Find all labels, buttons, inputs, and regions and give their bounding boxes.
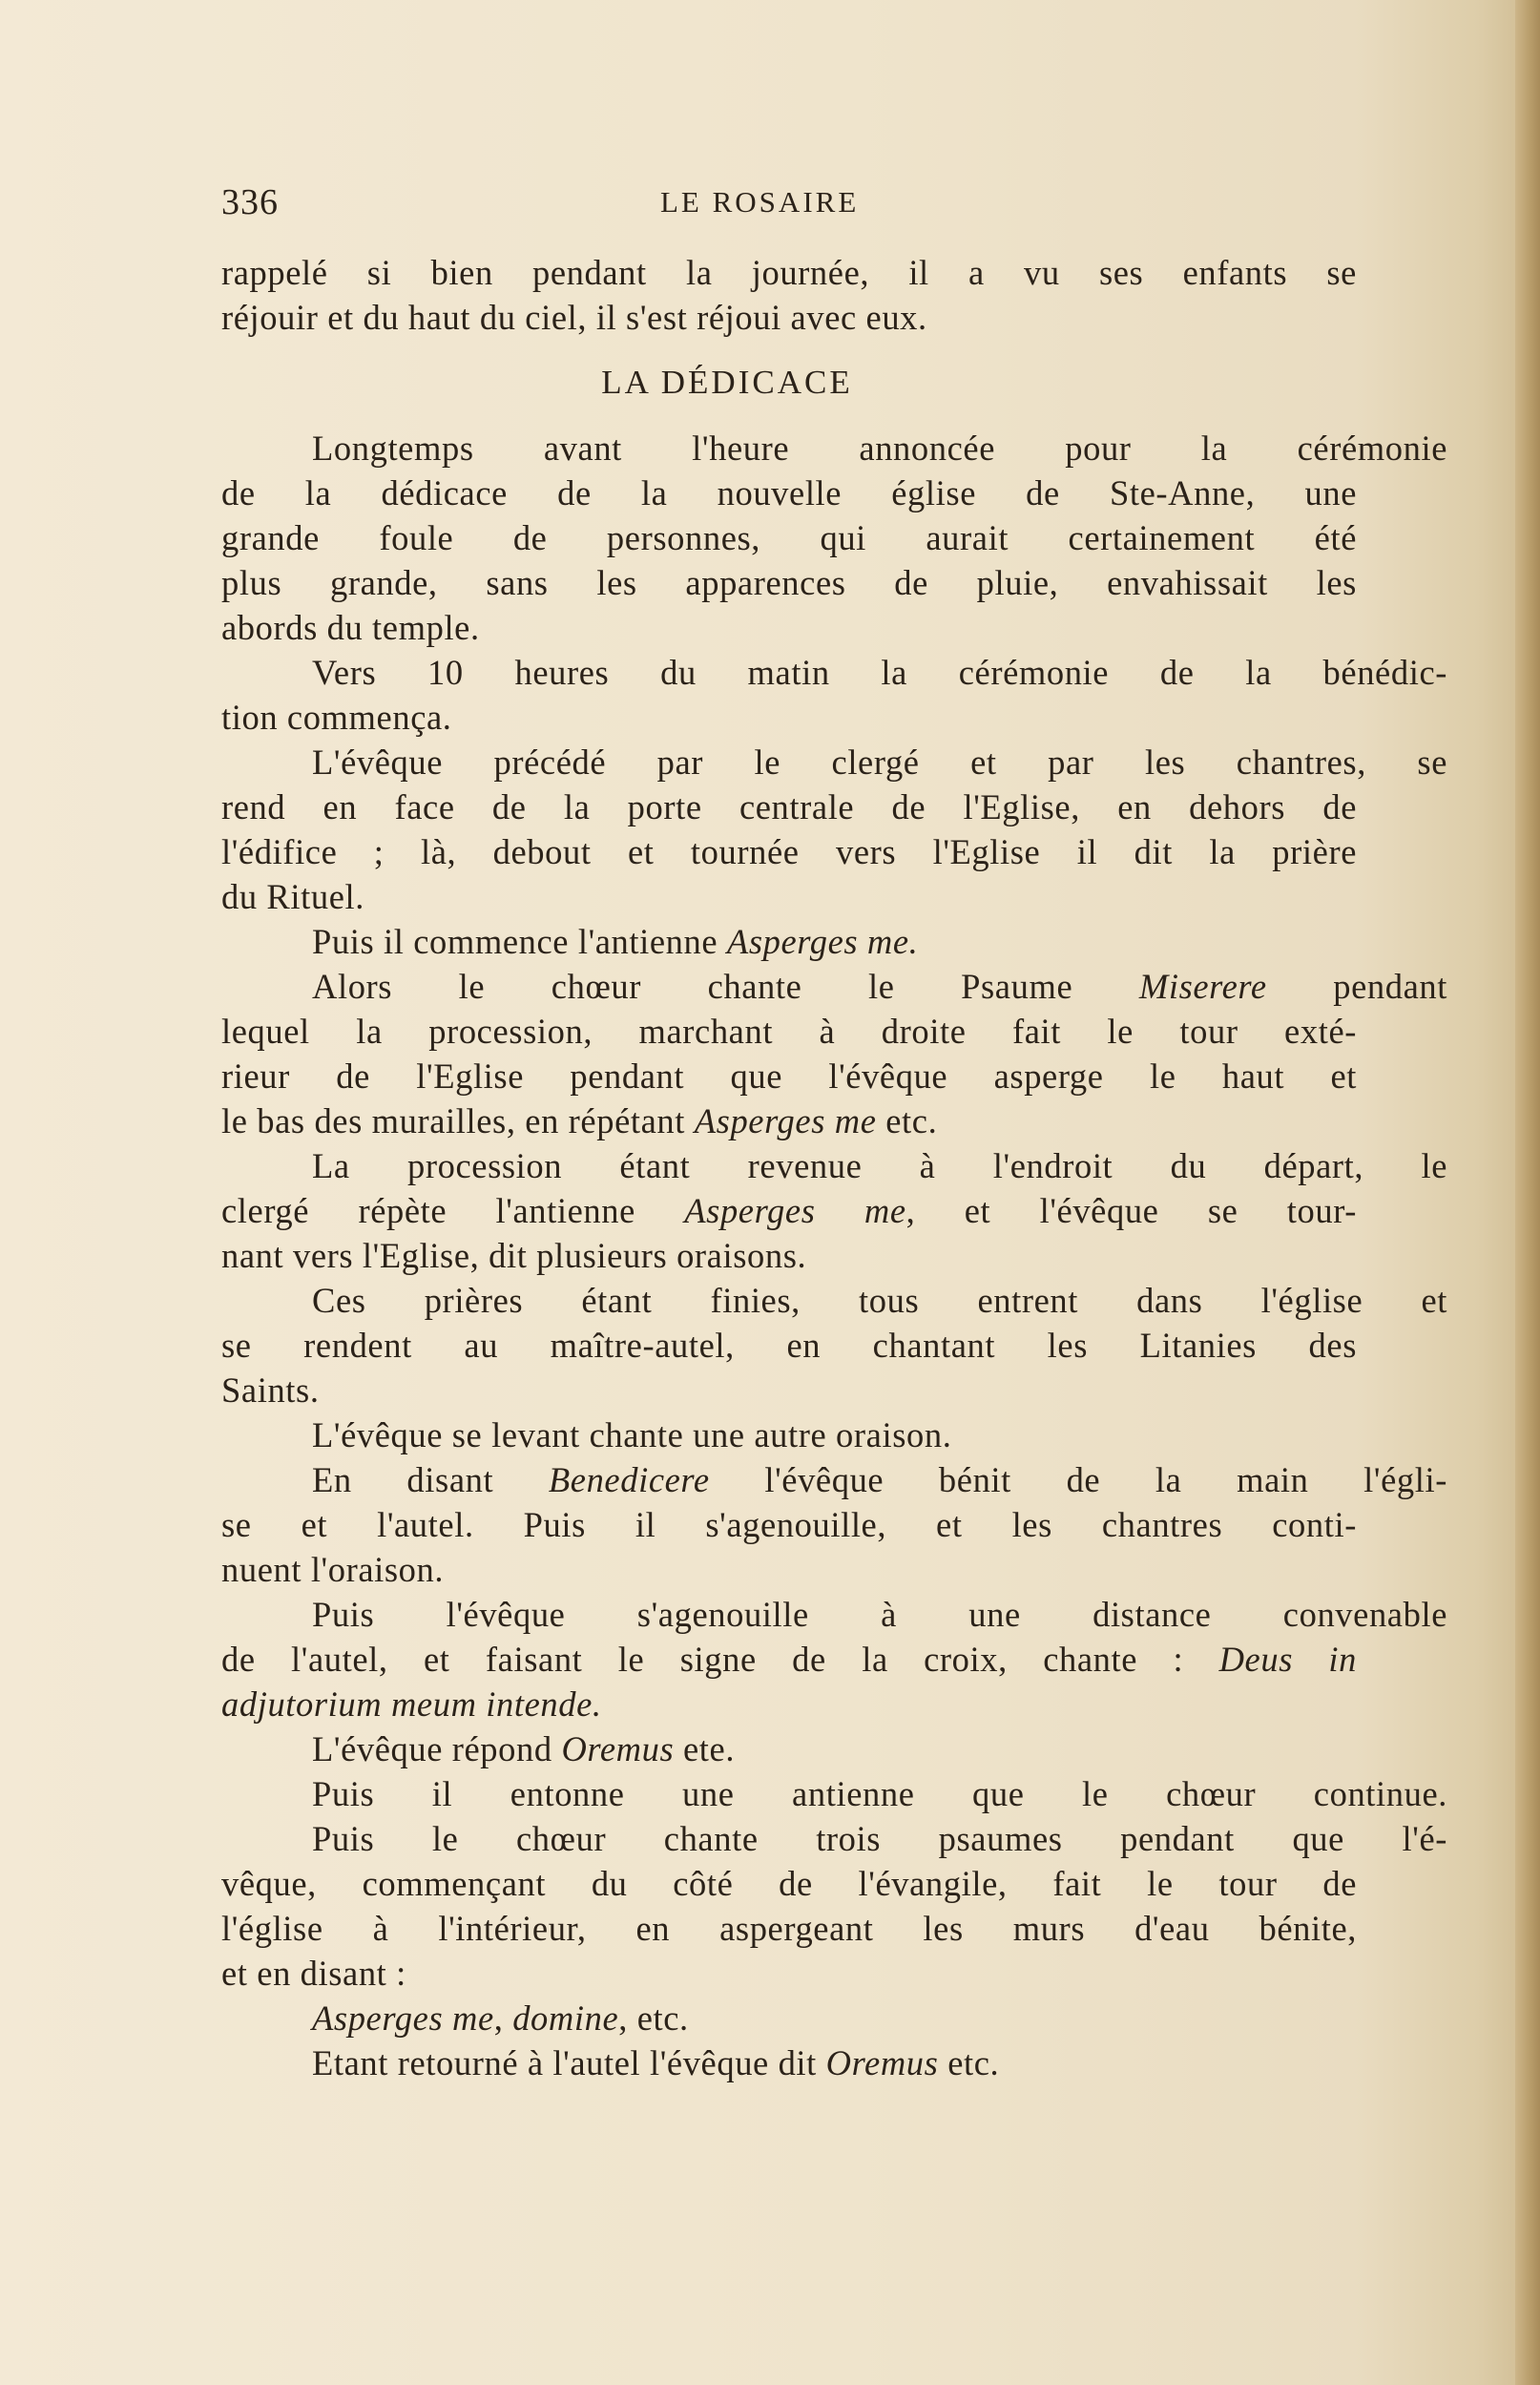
italic-run: Asperges me <box>684 1191 906 1230</box>
text-run: etc. <box>876 1101 938 1140</box>
text-run: En disant <box>312 1460 549 1499</box>
text-line: rend en face de la porte centrale de l'Eglise, en dehors de <box>221 787 1357 826</box>
text-line: et en disant : <box>221 1954 406 1993</box>
text-line: réjouir et du haut du ciel, il s'est réjoui avec eux. <box>221 298 927 337</box>
text-run: Puis il commence l'antienne <box>312 922 727 961</box>
text-line: plus grande, sans les apparences de pluie, envahissait les <box>221 563 1357 602</box>
text-line <box>221 1457 1447 1502</box>
italic-run: Oremus <box>825 2043 939 2082</box>
text-line <box>221 1996 1357 2040</box>
text-line <box>221 2040 1357 2085</box>
text-run: Alors le chœur chante le Psaume <box>312 967 1139 1006</box>
text-line: rieur de l'Eglise pendant que l'évêque asperge le haut et <box>221 1057 1357 1096</box>
text-line: de la dédicace de la nouvelle église de Ste-Anne, une <box>221 473 1357 513</box>
italic-run: Asperges me <box>312 1998 494 2038</box>
italic-run: Oremus <box>561 1729 675 1768</box>
text-line: lequel la procession, marchant à droite fait le tour exté- <box>221 1012 1357 1051</box>
text-line: rappelé si bien pendant la journée, il a vu ses enfants se <box>221 253 1357 292</box>
text-line: Saints. <box>221 1370 320 1410</box>
text-line: abords du temple. <box>221 608 480 647</box>
text-run: L'évêque répond <box>312 1729 562 1768</box>
text-line <box>221 1098 1357 1143</box>
text-line: vêque, commençant du côté de l'évangile, fait le tour de <box>221 1864 1357 1903</box>
italic-run: Miserere <box>1138 967 1267 1006</box>
text-line: se rendent au maître-autel, en chantant les Litanies des <box>221 1326 1357 1365</box>
text-line: tion commença. <box>221 698 452 737</box>
text-run: , etc. <box>618 1998 689 2038</box>
text-line <box>221 1637 1357 1682</box>
text-line <box>221 1726 1357 1771</box>
body-text <box>221 250 1448 2085</box>
text-line: Longtemps avant l'heure annoncée pour la cérémonie <box>312 429 1447 468</box>
page-number: 336 <box>221 182 279 222</box>
text-line <box>221 964 1447 1009</box>
text-run: de l'autel, et faisant le signe de la croix, chante : <box>221 1640 1219 1679</box>
running-title: LE ROSAIRE <box>660 185 860 219</box>
text-run: pendant <box>1266 967 1448 1006</box>
italic-run: Deus in <box>1218 1640 1357 1679</box>
text-run: clergé répète l'antienne <box>221 1191 685 1230</box>
text-line: l'édifice ; là, debout et tournée vers l'Eglise il dit la prière <box>221 832 1357 871</box>
italic-run: domine <box>512 1998 619 2038</box>
text-line: se et l'autel. Puis il s'agenouille, et les chantres conti- <box>221 1505 1357 1544</box>
text-run: , et l'évêque se tour- <box>905 1191 1357 1230</box>
italic-run: adjutorium meum intende. <box>221 1684 602 1724</box>
text-line: Puis le chœur chante trois psaumes pendant que l'é- <box>312 1819 1447 1858</box>
text-line: La procession étant revenue à l'endroit du départ, le <box>312 1146 1447 1185</box>
text-line: nuent l'oraison. <box>221 1550 445 1589</box>
text-line: Ces prières étant finies, tous entrent dans l'église et <box>312 1281 1447 1320</box>
text-line: Puis il entonne une antienne que le chœur continue. <box>312 1774 1447 1813</box>
text-line: du Rituel. <box>221 877 364 916</box>
text-line: nant vers l'Eglise, dit plusieurs oraisons. <box>221 1236 807 1275</box>
text-line <box>221 919 1357 964</box>
text-run: Etant retourné à l'autel l'évêque dit <box>312 2043 826 2082</box>
page-edge-shadow <box>1515 0 1540 2385</box>
text-run: , <box>493 1998 513 2038</box>
text-line: Puis l'évêque s'agenouille à une distance convenable <box>312 1595 1447 1634</box>
text-line: L'évêque se levant chante une autre oraison. <box>312 1415 952 1454</box>
italic-run: Asperges me. <box>726 922 919 961</box>
italic-run: Asperges me <box>694 1101 877 1140</box>
text-run: le bas des murailles, en répétant <box>221 1101 695 1140</box>
text-line <box>221 1188 1357 1233</box>
text-line: l'église à l'intérieur, en aspergeant les murs d'eau bénite, <box>221 1909 1357 1948</box>
text-line: Vers 10 heures du matin la cérémonie de la bénédic- <box>312 653 1447 692</box>
text-line: L'évêque précédé par le clergé et par les chantres, se <box>312 743 1447 782</box>
text-run: ete. <box>674 1729 736 1768</box>
text-run: etc. <box>938 2043 1000 2082</box>
italic-run: Benedicere <box>548 1460 710 1499</box>
text-line: grande foule de personnes, qui aurait certainement été <box>221 518 1357 557</box>
text-run: l'évêque bénit de la main l'égli- <box>709 1460 1447 1499</box>
page-header <box>221 181 1357 229</box>
text-line <box>221 1682 1357 1726</box>
section-title: LA DÉDICACE <box>601 364 853 401</box>
